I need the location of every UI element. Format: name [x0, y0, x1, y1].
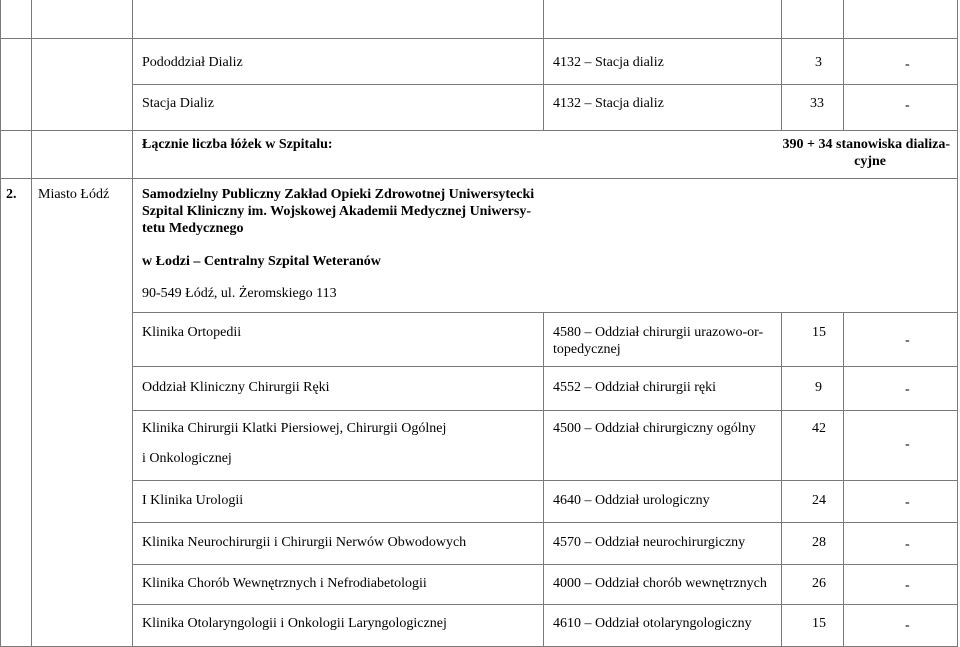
total-value-line1: 390 + 34 stanowiska dializa- [782, 137, 950, 152]
extra-value: - [905, 495, 910, 510]
unit-name: Oddział Kliniczny Chirurgii Ręki [142, 380, 330, 395]
beds-count: 15 [812, 616, 826, 631]
extra-value: - [905, 578, 910, 593]
unit-name-line1: Klinika Chirurgii Klatki Piersiowej, Chirurgii Ogólnej [142, 421, 447, 436]
extra-value: - [905, 57, 910, 72]
total-label: Łącznie liczba łóżek w Szpitalu: [142, 137, 333, 152]
ward-name-line1: 4580 – Oddział chirurgii urazowo-or- [553, 325, 764, 340]
hospital-name-line1: Samodzielny Publiczny Zakład Opieki Zdrowotnej Uniwersytecki [142, 187, 535, 202]
extra-value: - [905, 333, 910, 348]
ward-name: 4500 – Oddział chirurgiczny ogólny [553, 421, 756, 436]
extra-value: - [905, 98, 910, 113]
beds-count: 42 [812, 421, 826, 436]
beds-count: 15 [812, 325, 826, 340]
ward-name: 4132 – Stacja dializ [553, 96, 664, 111]
beds-count: 24 [812, 493, 826, 508]
beds-count: 33 [810, 96, 824, 111]
unit-name: Klinika Neurochirurgii i Chirurgii Nerwów Obwodowych [142, 535, 467, 550]
unit-name: Klinika Chorób Wewnętrznych i Nefrodiabetologii [142, 576, 427, 591]
unit-name-line2: i Onkologicznej [142, 451, 232, 466]
unit-name: Klinika Ortopedii [142, 325, 242, 340]
ward-name: 4610 – Oddział otolaryngologiczny [553, 616, 752, 631]
ward-name: 4570 – Oddział neurochirurgiczny [553, 535, 746, 550]
beds-count: 26 [812, 576, 826, 591]
beds-count: 28 [812, 535, 826, 550]
unit-name: I Klinika Urologii [142, 493, 244, 508]
hospital-name-line2: Szpital Kliniczny im. Wojskowej Akademii Medycznej Uniwersy- [142, 204, 531, 219]
hospital-address: 90-549 Łódź, ul. Żeromskiego 113 [142, 286, 337, 301]
unit-name: Klinika Otolaryngologii i Onkologii Laryngologicznej [142, 616, 447, 631]
hospital-name-line4: w Łodzi – Centralny Szpital Weteranów [142, 254, 381, 269]
extra-value: - [905, 537, 910, 552]
ward-name: 4132 – Stacja dializ [553, 55, 664, 70]
extra-value: - [905, 618, 910, 633]
beds-count: 3 [815, 55, 822, 70]
ward-name: 4000 – Oddział chorób wewnętrznych [553, 576, 767, 591]
ward-name: 4552 – Oddział chirurgii ręki [553, 380, 717, 395]
extra-value: - [905, 437, 910, 452]
hospital-name-line3: tetu Medycznego [142, 221, 244, 236]
unit-name: Pododdział Dializ [142, 55, 243, 70]
hospital-city: Miasto Łódź [38, 187, 110, 202]
unit-name: Stacja Dializ [142, 96, 214, 111]
hospital-number: 2. [6, 187, 17, 202]
ward-name: 4640 – Oddział urologiczny [553, 493, 710, 508]
beds-count: 9 [815, 380, 822, 395]
ward-name-line2: topedycznej [553, 342, 621, 357]
extra-value: - [905, 382, 910, 397]
total-value-line2: cyjne [854, 154, 886, 169]
